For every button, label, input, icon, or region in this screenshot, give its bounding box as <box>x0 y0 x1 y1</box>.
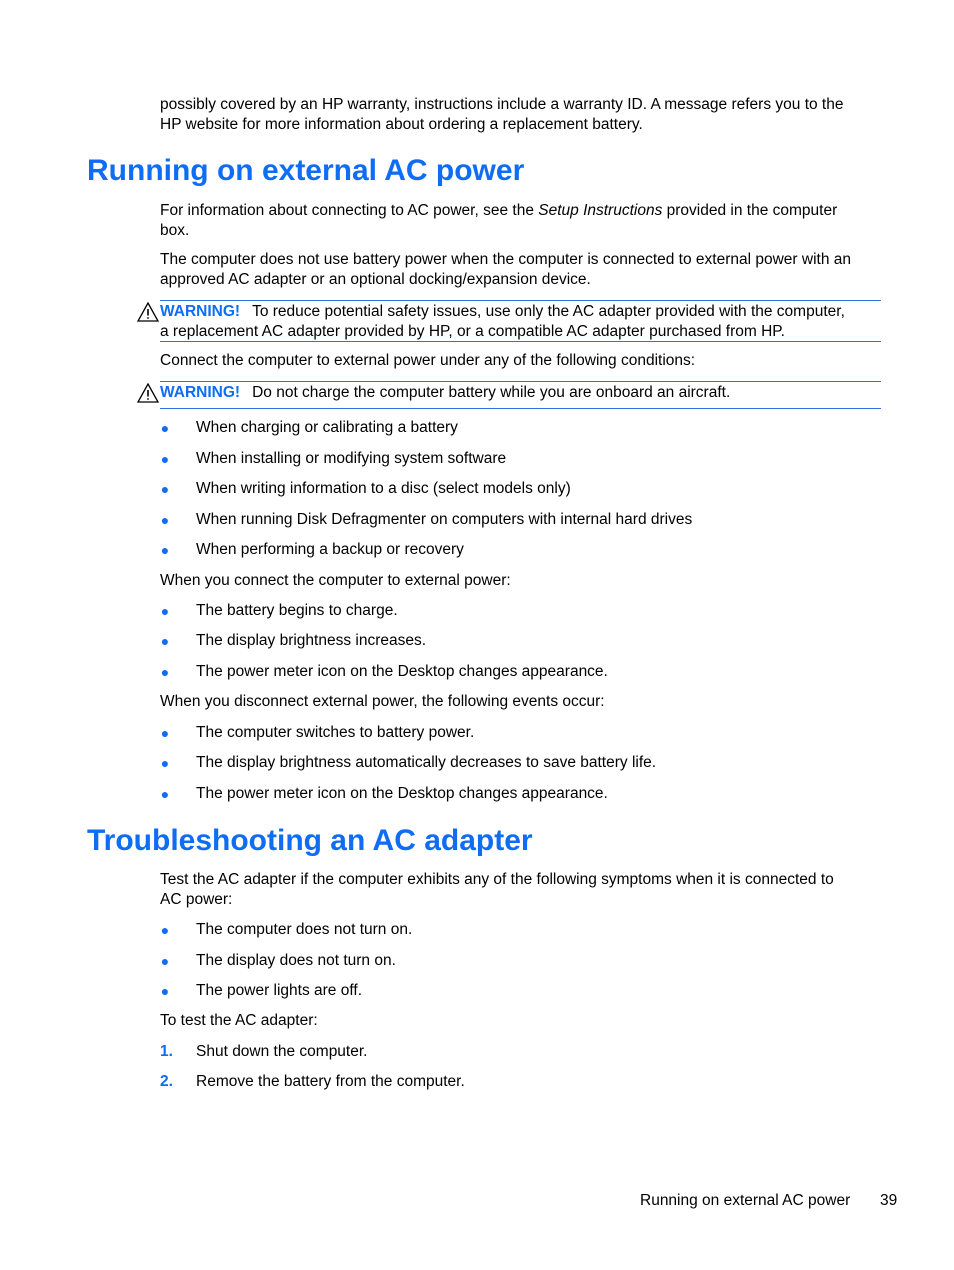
bullet-icon: ● <box>160 953 170 969</box>
bullet-icon: ● <box>160 983 170 999</box>
warning-triangle-icon <box>137 383 159 403</box>
list-item: The display brightness increases. <box>196 632 427 649</box>
bullet-icon: ● <box>160 512 170 528</box>
list-item: The display brightness automatically decreases to save battery life. <box>196 754 657 771</box>
paragraph-text: Test the AC adapter if the computer exhibits any of the following symptoms when it is connected to <box>160 871 834 888</box>
footer-page-number: 39 <box>880 1192 898 1209</box>
list-item: The power meter icon on the Desktop changes appearance. <box>196 785 608 802</box>
test-intro: To test the AC adapter: <box>160 1012 318 1029</box>
list-item: When installing or modifying system software <box>196 450 507 467</box>
intro-line-2: HP website for more information about ordering a replacement battery. <box>160 115 643 133</box>
warning-triangle-icon <box>137 302 159 322</box>
section-heading-running-on-ac: Running on external AC power <box>87 154 525 187</box>
list-item: The computer switches to battery power. <box>196 724 475 741</box>
disconnect-intro: When you disconnect external power, the following events occur: <box>160 693 605 710</box>
warning-box-aircraft <box>160 381 881 409</box>
troubleshooting-paragraph <box>160 870 882 909</box>
warning-label: WARNING! <box>160 384 241 401</box>
step-text: Shut down the computer. <box>196 1043 368 1060</box>
paragraph-text: approved AC adapter or an optional docking/expansion device. <box>160 270 591 288</box>
list-item: When performing a backup or recovery <box>196 541 464 558</box>
step-number: 2. <box>160 1073 173 1090</box>
bullet-icon: ● <box>160 420 170 436</box>
list-item: When writing information to a disc (select models only) <box>196 480 571 497</box>
paragraph-text: The computer does not use battery power when the computer is connected to external power with an <box>160 251 851 268</box>
bullet-icon: ● <box>160 922 170 938</box>
list-item: The battery begins to charge. <box>196 602 398 619</box>
list-item: The power lights are off. <box>196 982 362 999</box>
bullet-icon: ● <box>160 633 170 649</box>
step-text: Remove the battery from the computer. <box>196 1073 465 1090</box>
bullet-icon: ● <box>160 542 170 558</box>
bullet-icon: ● <box>160 603 170 619</box>
list-item: The power meter icon on the Desktop changes appearance. <box>196 663 608 680</box>
section-heading-troubleshooting: Troubleshooting an AC adapter <box>87 824 533 857</box>
warning-box-ac-adapter <box>160 300 881 342</box>
bullet-icon: ● <box>160 481 170 497</box>
bullet-icon: ● <box>160 451 170 467</box>
paragraph-text: AC power: <box>160 890 233 908</box>
setup-instructions-paragraph <box>160 201 882 240</box>
list-item: The display does not turn on. <box>196 952 396 969</box>
bullet-icon: ● <box>160 725 170 741</box>
conditions-intro: Connect the computer to external power under any of the following conditions: <box>160 352 696 369</box>
paragraph-text: For information about connecting to AC power, see the <box>160 202 539 219</box>
setup-instructions-title: Setup Instructions <box>538 202 663 219</box>
connect-intro: When you connect the computer to external power: <box>160 572 511 589</box>
intro-paragraph <box>160 95 882 134</box>
intro-line-1: possibly covered by an HP warranty, instructions include a warranty ID. A message refers you to the <box>160 96 844 113</box>
paragraph-text: box. <box>160 221 190 239</box>
footer-section-title: Running on external AC power <box>640 1192 851 1209</box>
bullet-icon: ● <box>160 664 170 680</box>
bullet-icon: ● <box>160 755 170 771</box>
paragraph-text: provided in the computer <box>662 202 838 219</box>
list-item: The computer does not turn on. <box>196 921 413 938</box>
step-number: 1. <box>160 1043 173 1060</box>
list-item: When charging or calibrating a battery <box>196 419 458 436</box>
warning-text: To reduce potential safety issues, use only the AC adapter provided with the computer, <box>252 303 845 320</box>
warning-text: Do not charge the computer battery while you are onboard an aircraft. <box>252 384 731 401</box>
battery-power-paragraph <box>160 250 882 289</box>
bullet-icon: ● <box>160 786 170 802</box>
warning-label: WARNING! <box>160 303 241 320</box>
warning-text: a replacement AC adapter provided by HP, or a compatible AC adapter purchased from HP. <box>160 322 785 340</box>
list-item: When running Disk Defragmenter on computers with internal hard drives <box>196 511 693 528</box>
